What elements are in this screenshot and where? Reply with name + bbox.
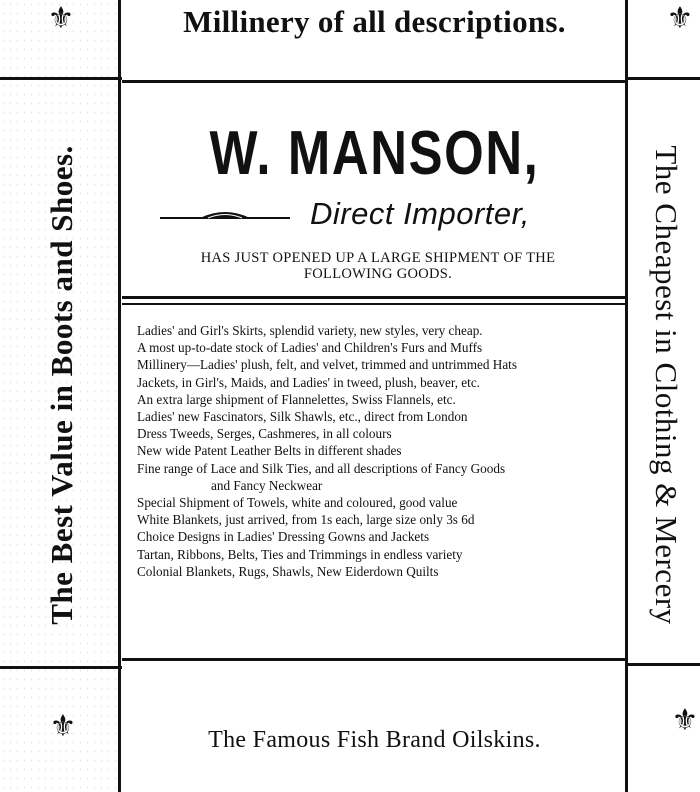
list-item: Ladies' and Girl's Skirts, splendid variety, new styles, very cheap. [137, 323, 483, 338]
right-vertical-slogan: The Cheapest in Clothing & Mercery [649, 145, 684, 625]
list-item: White Blankets, just arrived, from 1s each, large size only 3s 6d [137, 512, 475, 528]
notice-line: FOLLOWING GOODS. [303, 266, 453, 282]
flourish-ornament [160, 206, 290, 222]
fleur-de-lis-icon: ⚜ [49, 709, 77, 744]
list-item: An extra large shipment of Flannelettes, Swiss Flannels, etc. [137, 391, 456, 407]
right-column-rule [625, 0, 628, 792]
bottom-banner: The Famous Fish Brand Oilskins. [208, 727, 541, 753]
list-item: Ladies' new Fascinators, Silk Shawls, etc., direct from London [137, 409, 468, 425]
fleur-de-lis-icon: ⚜ [671, 703, 699, 738]
merchant-name: W. MANSON, [209, 119, 540, 188]
list-item: Tartan, Ribbons, Belts, Ties and Trimmings in endless variety [137, 546, 463, 562]
left-bottom-rule [0, 666, 122, 669]
center-divider-lower [122, 303, 627, 305]
left-column-rule [118, 0, 121, 792]
center-divider-upper [122, 296, 627, 299]
list-item: Fine range of Lace and Silk Ties, and all descriptions of Fancy Goods [137, 460, 506, 476]
center-top-rule [122, 80, 627, 83]
list-item: Millinery—Ladies' plush, felt, and velvet, trimmed and untrimmed Hats [137, 357, 517, 373]
fleur-de-lis-icon: ⚜ [47, 1, 75, 36]
merchant-title: Direct Importer, [310, 196, 530, 231]
notice-text [148, 250, 608, 282]
list-item: Special Shipment of Towels, white and coloured, good value [137, 495, 458, 511]
list-item: A most up-to-date stock of Ladies' and Children's Furs and Muffs [137, 340, 483, 356]
list-item-continuation [137, 477, 617, 494]
notice-line: HAS JUST OPENED UP A LARGE SHIPMENT OF THE [200, 250, 556, 266]
list-item: New wide Patent Leather Belts in different shades [137, 443, 402, 459]
right-top-rule [627, 77, 700, 80]
list-item-continuation-text: and Fancy Neckwear [211, 477, 323, 493]
list-item: Dress Tweeds, Serges, Cashmeres, in all colours [137, 426, 392, 442]
left-top-rule [0, 77, 122, 80]
list-item: Choice Designs in Ladies' Dressing Gowns and Jackets [137, 529, 430, 545]
list-item: Jackets, in Girl's, Maids, and Ladies' in tweed, plush, beaver, etc. [137, 374, 480, 390]
top-banner: Millinery of all descriptions. [183, 4, 566, 39]
center-bottom-rule [122, 658, 627, 661]
fleur-de-lis-icon: ⚜ [666, 1, 694, 36]
right-bottom-rule [627, 663, 700, 666]
left-vertical-slogan: The Best Value in Boots and Shoes. [44, 145, 79, 625]
goods-list [137, 322, 617, 580]
list-item: Colonial Blankets, Rugs, Shawls, New Eiderdown Quilts [137, 563, 439, 579]
